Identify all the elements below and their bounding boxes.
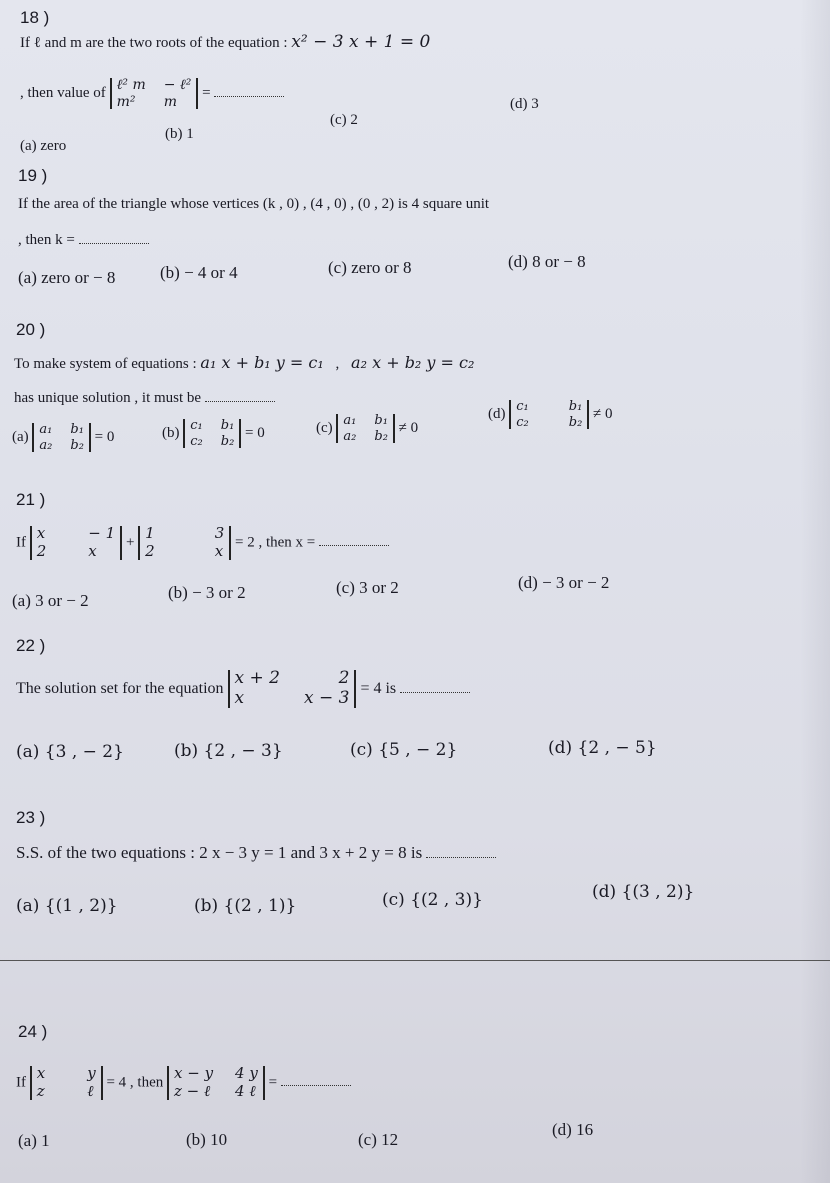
q19-option-b[interactable]: (b) − 4 or 4 [160, 263, 238, 282]
q21-tail: = 2 , then x = [235, 534, 316, 551]
q20-number: 20 ) [16, 320, 46, 339]
q19-then-line [18, 232, 149, 249]
q23-option-d[interactable]: (d) {(3 , 2)} [592, 882, 695, 902]
q23-stem [16, 843, 496, 863]
answer-blank [319, 535, 389, 546]
q20-separator: , [335, 356, 340, 372]
page-edge-shadow [800, 0, 830, 1183]
q20-option-det [32, 423, 91, 452]
q18-det-cell: − ℓ² [163, 77, 192, 93]
q20-option-rel: = 0 [94, 429, 115, 446]
det-cell: c₂ [190, 433, 203, 449]
q21-plus: + [125, 534, 135, 551]
q24-option-c[interactable]: (c) 12 [358, 1130, 399, 1149]
q22-option-d[interactable]: (d) {2 , − 5} [548, 738, 657, 758]
q22-option-a[interactable]: (a) {3 , − 2} [16, 742, 124, 762]
q20-option-label: (c) [316, 420, 333, 437]
answer-blank [400, 682, 470, 693]
det-cell: x [36, 524, 46, 542]
det-cell: b₁ [220, 418, 235, 433]
q19-stem: If the area of the triangle whose vertices (k , 0) , (4 , 0) , (0 , 2) is 4 square unit [18, 196, 490, 212]
q21-option-a[interactable]: (a) 3 or − 2 [12, 591, 89, 610]
q20-option-label: (d) [488, 406, 506, 423]
q18-determinant [110, 78, 199, 109]
q20-option-det [336, 414, 395, 443]
q19-then-text: , then k = [18, 232, 75, 248]
det-cell: 4 y [235, 1064, 258, 1082]
q18-det-cell: m [163, 93, 178, 110]
det-cell: a₂ [343, 428, 357, 444]
answer-blank [79, 233, 149, 244]
det-cell: x − 3 [303, 687, 350, 708]
det-cell: x + 2 [234, 668, 280, 688]
q18-stem-text: If ℓ and m are the two roots of the equation : [20, 35, 288, 51]
q18-option-b[interactable]: (b) 1 [165, 126, 194, 142]
section-divider [0, 960, 830, 961]
q22-number: 22 ) [16, 636, 46, 655]
q20-option-a[interactable] [12, 423, 114, 452]
det-cell: 1 [145, 524, 155, 542]
q24-stem [16, 1066, 351, 1100]
det-cell: x [234, 687, 245, 708]
q21-stem [16, 526, 389, 560]
q18-option-d[interactable]: (d) 3 [510, 96, 539, 112]
q20-option-det [509, 400, 589, 429]
det-cell: b₂ [568, 414, 583, 430]
q23-number: 23 ) [16, 808, 46, 827]
det-cell: b₁ [70, 422, 84, 437]
q22-tail: = 4 is [360, 679, 397, 697]
q24-option-d[interactable]: (d) 16 [552, 1120, 594, 1139]
q24-option-a[interactable]: (a) 1 [18, 1131, 50, 1150]
q24-mid: = 4 , then [106, 1074, 164, 1091]
q20-option-rel: ≠ 0 [593, 406, 613, 423]
q22-stem [16, 670, 470, 708]
q20-option-det [183, 419, 241, 448]
q18-equation: x² − 3 x + 1 = 0 [291, 32, 431, 52]
q20-option-c[interactable] [316, 414, 418, 443]
q19-number: 19 ) [18, 166, 48, 185]
det-cell: z − ℓ [174, 1081, 211, 1100]
answer-blank [205, 391, 275, 402]
q23-option-a[interactable]: (a) {(1 , 2)} [16, 896, 118, 916]
q24-number: 24 ) [18, 1022, 48, 1041]
q22-option-b[interactable]: (b) {2 , − 3} [174, 741, 283, 761]
q18-equals: = [202, 85, 211, 102]
det-cell: − 1 [88, 524, 116, 542]
det-cell: y [87, 1064, 96, 1082]
q20-option-rel: = 0 [245, 425, 265, 442]
q23-option-c[interactable]: (c) {(2 , 3)} [382, 890, 483, 910]
q20-eq1: a₁ x + b₁ y = c₁ [200, 353, 324, 372]
det-cell: 2 [338, 668, 350, 688]
q18-option-a[interactable]: (a) zero [20, 138, 67, 154]
q21-option-c[interactable]: (c) 3 or 2 [336, 578, 399, 597]
q21-determinant-1 [30, 526, 122, 560]
q20-option-rel: ≠ 0 [398, 420, 419, 437]
det-cell: x − y [174, 1064, 214, 1082]
q19-option-a[interactable]: (a) zero or − 8 [18, 268, 116, 287]
q20-option-label: (b) [162, 425, 180, 442]
det-cell: b₁ [568, 399, 583, 414]
q23-option-b[interactable]: (b) {(2 , 1)} [194, 896, 297, 916]
q21-determinant-2 [138, 526, 231, 560]
q18-number: 18 ) [20, 8, 50, 27]
det-cell: z [36, 1081, 45, 1100]
det-cell: 2 [145, 541, 155, 560]
q20-stem-text: To make system of equations : [14, 356, 197, 372]
q21-option-d[interactable]: (d) − 3 or − 2 [518, 573, 610, 592]
q24-option-b[interactable]: (b) 10 [186, 1130, 228, 1149]
q18-stem [20, 32, 430, 52]
q20-option-label: (a) [12, 429, 29, 446]
answer-blank [214, 86, 284, 97]
det-cell: x [214, 541, 224, 560]
det-cell: 3 [214, 524, 225, 542]
q22-determinant [228, 670, 357, 708]
det-cell: c₁ [190, 418, 203, 433]
det-cell: 4 ℓ [235, 1081, 256, 1100]
det-cell: a₂ [39, 437, 53, 453]
det-cell: a₁ [343, 413, 357, 428]
q23-stem-text: S.S. of the two equations : 2 x − 3 y = 1 and 3 x + 2 y = 8 is [16, 843, 423, 862]
q18-det-cell: m² [116, 93, 136, 110]
q18-value-line [20, 78, 284, 109]
q20-option-d[interactable] [488, 400, 613, 429]
det-cell: 2 [36, 541, 47, 560]
q24-if: If [16, 1074, 26, 1091]
q19-option-d[interactable]: (d) 8 or − 8 [508, 252, 586, 271]
q20-option-b[interactable] [162, 419, 265, 448]
det-cell: a₁ [39, 422, 53, 437]
q19-option-c[interactable]: (c) zero or 8 [328, 258, 412, 277]
q22-option-c[interactable]: (c) {5 , − 2} [350, 740, 458, 760]
q20-stem2-text: has unique solution , it must be [14, 390, 202, 406]
q24-determinant-1 [30, 1066, 103, 1100]
q20-stem2-line [14, 390, 275, 407]
q24-determinant-2 [167, 1066, 265, 1100]
det-cell: b₁ [374, 413, 388, 428]
det-cell: c₁ [516, 399, 529, 414]
det-cell: c₂ [516, 414, 529, 430]
q20-eq2: a₂ x + b₂ y = c₂ [351, 353, 475, 372]
det-cell: b₂ [70, 437, 84, 453]
det-cell: b₂ [220, 433, 235, 449]
q21-number: 21 ) [16, 490, 46, 509]
answer-blank [426, 847, 496, 858]
q21-if: If [16, 534, 26, 551]
answer-blank [281, 1075, 351, 1086]
det-cell: x [36, 1064, 46, 1082]
q18-option-c[interactable]: (c) 2 [330, 112, 358, 128]
det-cell: b₂ [374, 428, 388, 444]
det-cell: ℓ [87, 1081, 94, 1100]
det-cell: x [88, 541, 97, 560]
q20-stem [14, 353, 474, 373]
q22-stem-text: The solution set for the equation [16, 679, 224, 697]
q24-tail: = [268, 1074, 278, 1091]
q18-then-text: , then value of [20, 85, 106, 102]
q18-det-cell: ℓ² m [116, 77, 146, 93]
q21-option-b[interactable]: (b) − 3 or 2 [168, 583, 246, 602]
